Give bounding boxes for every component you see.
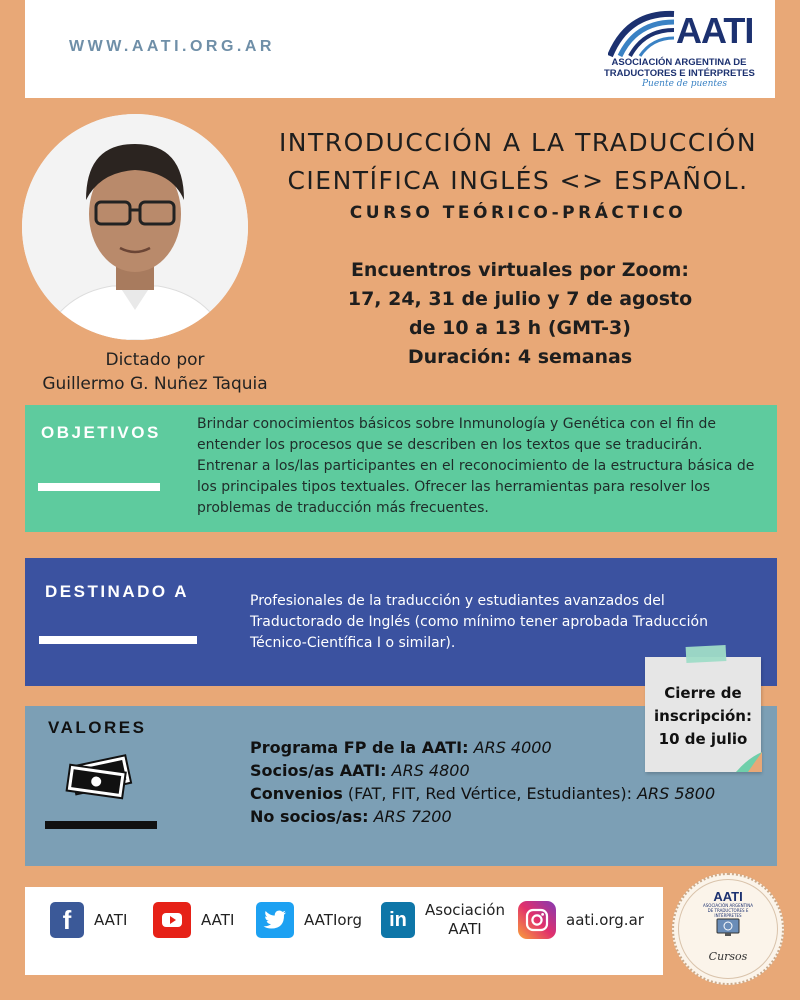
linkedin-label[interactable]: Asociación AATI [425, 901, 505, 938]
deadline-line-1: Cierre de [664, 684, 742, 702]
course-subtitle: CURSO TEÓRICO-PRÁCTICO [349, 203, 687, 223]
logo-line-2: TRADUCTORES E INTÉRPRETES [604, 68, 755, 79]
course-details [300, 256, 740, 372]
deadline-text [645, 682, 761, 751]
deadline-date: 10 de julio [658, 730, 748, 748]
course-title [258, 124, 778, 200]
price-row: No socios/as: ARS 7200 [250, 807, 452, 826]
website-url[interactable]: WWW.AATI.ORG.AR [69, 38, 275, 55]
facebook-label[interactable]: AATI [94, 910, 128, 929]
badge-logo-name: AATI [713, 889, 743, 904]
money-icon [65, 751, 135, 801]
sticky-curl-icon [736, 752, 762, 772]
valores-heading: VALORES [48, 718, 147, 737]
logo-tagline: Puente de puentes [642, 79, 727, 89]
instructor-name: Guillermo G. Nuñez Taquia [42, 374, 268, 394]
deadline-line-2: inscripción: [654, 707, 752, 725]
logo-arcs-icon [608, 8, 678, 58]
instructor-prefix: Dictado por [105, 350, 205, 370]
badge-label: Cursos [708, 950, 748, 963]
social-instagram[interactable] [518, 900, 644, 940]
aati-logo [604, 6, 754, 92]
course-detail-time: de 10 a 13 h (GMT-3) [409, 317, 631, 339]
objetivos-text: Brindar conocimientos básicos sobre Inmunología y Genética con el fin de entender los procesos que se describen en los textos que se traducirán. Entrenar a los/las participantes en el reconocimiento de la estructura básica de los principales tipos textuales. Ofrecer las herramientas para resolver los problemas de traducción más frecuentes. [197, 416, 755, 516]
price-row: Convenios (FAT, FIT, Red Vértice, Estudiantes): ARS 5800 [250, 784, 716, 803]
logo-name: AATI [676, 10, 754, 51]
destinado-heading: DESTINADO A [45, 582, 189, 601]
course-detail-duration: Duración: 4 semanas [407, 346, 633, 368]
destinado-divider [39, 636, 197, 644]
badge-logo-subtitle: ASOCIACIÓN ARGENTINA DE TRADUCTORES E INTÉRPRETES [703, 903, 753, 918]
destinado-text: Profesionales de la traducción y estudiantes avanzados del Traductorado de Inglés (como mínimo tener aprobada Traducción Técnico-Científica I o similar). [250, 593, 708, 651]
instructor-portrait-icon [22, 114, 248, 340]
social-facebook[interactable] [50, 900, 127, 940]
logo-line-1: ASOCIACIÓN ARGENTINA DE [611, 57, 747, 68]
linkedin-icon[interactable]: in [381, 902, 415, 938]
course-title-line-2: CIENTÍFICA INGLÉS <> ESPAÑOL. [287, 166, 749, 195]
social-linkedin[interactable] [381, 900, 505, 940]
instagram-label[interactable]: aati.org.ar [566, 910, 644, 929]
youtube-label[interactable]: AATI [201, 910, 235, 929]
social-twitter[interactable] [256, 900, 362, 940]
twitter-label[interactable]: AATIorg [304, 910, 362, 929]
course-detail-dates: 17, 24, 31 de julio y 7 de agosto [347, 288, 693, 310]
objetivos-heading: OBJETIVOS [41, 423, 161, 442]
instagram-icon[interactable] [518, 901, 556, 939]
price-row: Programa FP de la AATI: ARS 4000 [250, 738, 552, 757]
course-title-line-1: INTRODUCCIÓN A LA TRADUCCIÓN [278, 128, 758, 157]
youtube-icon[interactable] [153, 902, 191, 938]
sticky-tape [686, 645, 727, 663]
instructor-credit [20, 348, 290, 396]
course-detail-zoom: Encuentros virtuales por Zoom: [350, 259, 690, 281]
instructor-photo [22, 114, 248, 340]
facebook-icon[interactable]: f [50, 902, 84, 938]
computer-icon [715, 918, 741, 938]
social-youtube[interactable] [153, 900, 234, 940]
objetivos-panel [25, 405, 777, 532]
price-row: Socios/as AATI: ARS 4800 [250, 761, 470, 780]
valores-divider [45, 821, 157, 829]
twitter-icon[interactable] [256, 902, 294, 938]
objetivos-divider [38, 483, 160, 491]
